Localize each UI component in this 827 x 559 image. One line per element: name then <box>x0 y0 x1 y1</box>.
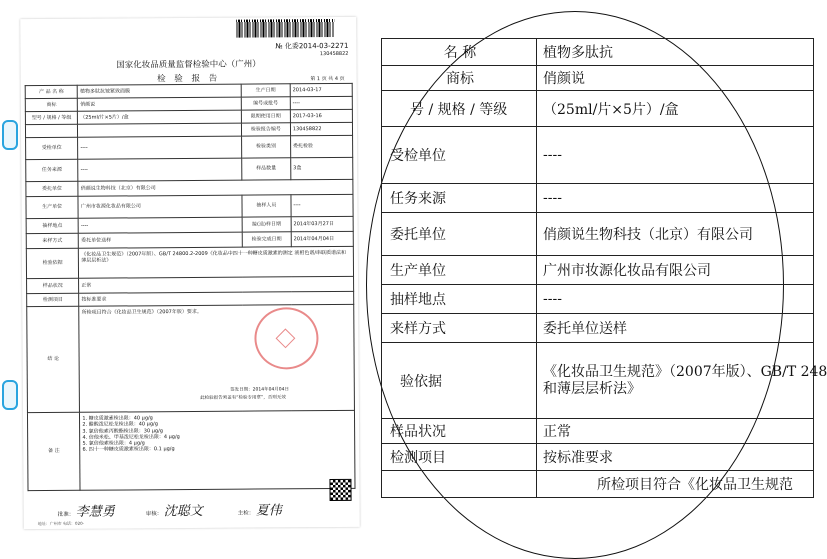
issue-note: 此检验报告须盖有“检验专用章”，否则无效 <box>200 395 286 401</box>
cell-value: 2014年03月27日 <box>291 216 353 231</box>
cell-value <box>80 410 355 490</box>
cell-value: 植物多肽抗 <box>537 39 814 66</box>
cell-label: 编号或批号 <box>241 97 290 110</box>
cell-value: ---- <box>78 217 242 233</box>
approve-signature: 李慧勇 <box>75 504 115 520</box>
table-row <box>382 444 814 471</box>
table-row <box>26 246 353 278</box>
cell-value: ---- <box>537 285 814 314</box>
cell-label: 委托单位 <box>26 181 78 196</box>
cell-value: 俏颜说生物科技（北京）有限公司 <box>78 179 353 196</box>
cell-value: 俏颜说 <box>537 66 814 91</box>
cell-label: 结 论 <box>27 306 80 412</box>
table-row <box>26 157 353 181</box>
cell-label: 样品状况 <box>382 419 537 444</box>
remark-line: 2. 醋酸泼尼松龙检出限：40 μg/g <box>82 421 158 429</box>
table-row <box>382 91 814 127</box>
cell-value: 130458822 <box>290 122 352 135</box>
report-table <box>25 83 356 491</box>
table-row <box>27 410 355 490</box>
cell-value: ---- <box>78 158 242 181</box>
document-number: № 化委2014-03-2271 <box>275 41 349 51</box>
cell-value: 《化妆品卫生规范》（2007年版）、GB/T 24800.2-2009《化妆品中四十一种糖皮质激素的测定 液相色谱/串联质谱法和薄层层析法》 <box>79 246 354 278</box>
cell-value: 俏颜说 <box>78 97 242 111</box>
cell-label: 接(送)样日期 <box>242 217 291 232</box>
magnifier-view <box>366 11 827 559</box>
table-row <box>382 39 814 66</box>
cell-value: 俏颜说生物科技（北京）有限公司 <box>537 213 814 256</box>
cell-label: 受检单位 <box>382 127 537 184</box>
report-title: 检 验 报 告 <box>157 73 221 85</box>
table-row <box>382 256 814 285</box>
table-row <box>382 471 814 498</box>
table-row <box>382 66 814 91</box>
table-row <box>382 314 814 343</box>
cell-value: 2014年04月04日 <box>291 231 353 246</box>
basis-line: 和薄层层析法》 <box>543 380 641 397</box>
basis-line: 《化妆品卫生规范》（2007年版）、GB/T 248 <box>543 363 827 380</box>
cell-label: 抽样地点 <box>382 285 537 314</box>
remark-line: 6. 四十一种糖皮质激素检出限：0.1 μg/g <box>82 446 175 454</box>
cell-value: 植物多肽抗皱紧致面膜 <box>77 84 241 98</box>
cell-label: 样品数量 <box>242 158 291 180</box>
cell-value: ---- <box>78 136 242 159</box>
cell-value: 2014-03-17 <box>290 83 352 96</box>
table-row <box>26 194 353 218</box>
cell-value: 委托单位送样 <box>79 232 243 248</box>
cell-label: 检验依据 <box>26 248 79 278</box>
cell-label: 型号 / 规格 / 等级 <box>25 111 77 124</box>
cell-value: ---- <box>291 194 353 216</box>
organization-name: 国家化妆品质量监督检验中心（广州） <box>116 59 261 71</box>
cell-value: 广州市妆源化妆品有限公司 <box>78 195 242 218</box>
cell-label: 委托单位 <box>382 213 537 256</box>
cell-label: 限期使用日期 <box>241 110 290 123</box>
remark-line: 1. 糖皮质激素检出限：40 μg/g <box>82 415 153 422</box>
table-row <box>382 285 814 314</box>
cell-label: 商标 <box>382 66 537 91</box>
cell-label: 来样方式 <box>26 233 78 248</box>
zoomed-table <box>381 38 827 498</box>
cell-value: 3盒 <box>291 157 353 179</box>
cell-label: 检验报告编号 <box>241 123 290 136</box>
table-row <box>382 343 814 419</box>
cell-label: 来样方式 <box>382 314 537 343</box>
footer-address: 地址：广州市 电话：020- <box>37 520 85 527</box>
qr-code <box>329 479 351 501</box>
cell-value: 按标准要求 <box>537 444 814 471</box>
table-row <box>382 184 814 213</box>
remark-line: 3. 氯倍他索丙酸酯检出限：30 μg/g <box>82 427 163 435</box>
cell-value: 正常 <box>537 419 814 444</box>
remark-line: 5. 氯倍他索检出限：4 μg/g <box>82 440 145 447</box>
main-signature: 夏伟 <box>255 503 282 519</box>
table-row <box>382 213 814 256</box>
cell-value: （25ml/片×5片）/盒 <box>78 110 242 124</box>
cell-label: 号 / 规格 / 等级 <box>382 91 537 127</box>
cell-label: 样品状况 <box>27 278 79 293</box>
cell-label: 生产单位 <box>382 256 537 285</box>
cell-label: 生产单位 <box>26 196 78 218</box>
cell-value: 广州市妆源化妆品有限公司 <box>537 256 814 285</box>
cell-label: 任务来源 <box>26 159 78 181</box>
cell-label: 名 称 <box>382 39 537 66</box>
page-info: 第 1 页 共 4 页 <box>310 75 345 83</box>
cell-label: 验依据 <box>382 343 537 419</box>
binder-clip-icon <box>2 380 18 410</box>
cell-value: ---- <box>537 127 814 184</box>
review-signature: 沈聪文 <box>163 503 203 520</box>
remark-line: 4. 倍他米松、甲基泼尼松龙检出限：4 μg/g <box>82 433 180 441</box>
cell-value: 委托检验 <box>290 135 352 157</box>
table-row <box>26 135 353 159</box>
table-row <box>382 127 814 184</box>
cell-label: 检测项目 <box>27 293 79 306</box>
cell-label: 抽样地点 <box>26 218 78 233</box>
cell-value: 正常 <box>79 276 354 293</box>
cell-label: 检测项目 <box>382 444 537 471</box>
cell-value: 按标准要求 <box>79 291 354 306</box>
cell-value: 2017-03-16 <box>290 109 352 122</box>
binder-clip-icon <box>2 120 18 150</box>
cell-label: 产 品 名 称 <box>25 85 77 98</box>
cell-value <box>537 343 827 419</box>
cell-label: 任务来源 <box>382 184 537 213</box>
cell-value: 所检项目符合《化妆品卫生规范 <box>537 471 814 498</box>
cell-value: ---- <box>290 96 352 109</box>
cell-value: 委托单位送样 <box>537 314 814 343</box>
cell-value: ---- <box>537 184 814 213</box>
review-label: 审核： <box>145 511 163 518</box>
cell-label: 受检单位 <box>26 137 78 159</box>
inspection-seal <box>254 307 318 369</box>
cell-label: 生产日期 <box>241 84 290 97</box>
issue-date: 签发日期：2014年04月04日 <box>230 387 290 393</box>
main-label: 主检： <box>237 510 255 517</box>
cell-label: 备 注 <box>27 412 80 490</box>
barcode <box>236 19 334 38</box>
conclusion-text: 所检项目符合《化妆品卫生规范》（2007年版）要求。 <box>81 308 202 316</box>
table-row <box>382 419 814 444</box>
sub-number: 130458822 <box>319 50 349 58</box>
cell-label: 抽样人员 <box>242 195 291 217</box>
cell-label: 检验类别 <box>241 136 290 158</box>
approve-label: 批准： <box>57 511 75 518</box>
report-page <box>20 17 360 529</box>
cell-label: 检验完成日期 <box>242 232 291 247</box>
cell-value: （25ml/片×5片）/盒 <box>537 91 814 127</box>
cell-label: 商标 <box>25 98 77 111</box>
